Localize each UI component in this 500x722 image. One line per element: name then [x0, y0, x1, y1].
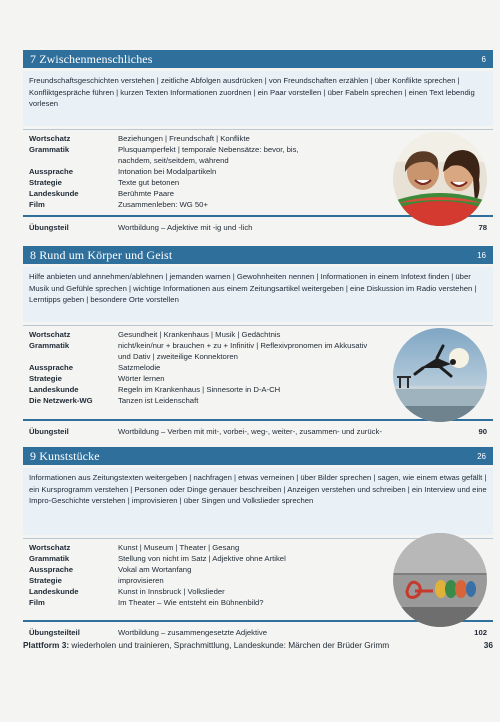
- plattform-text: wiederholen und trainieren, Sprachmittlung, Landeskunde: Märchen der Brüder Grimm: [69, 640, 390, 650]
- detail-value: Stellung von nicht im Satz | Adjektive ohne Artikel: [118, 554, 286, 563]
- detail-label: Die Netzwerk-WG: [29, 396, 93, 405]
- chapter-goals: Freundschaftsgeschichten verstehen | zeitliche Abfolgen ausdrücken | von Freundschaften erzählen | über Konflikte sprechen | Konfliktgespräche führen | kurzen Texten Informationen zuordnen | ein Paar vorstellen | über Fabeln sprechen | einen Text lebendig vorlesen: [23, 71, 493, 126]
- detail-label: Grammatik: [29, 554, 70, 563]
- chapter-header: [23, 447, 493, 465]
- detail-label: Aussprache: [29, 565, 74, 574]
- detail-label: Grammatik: [29, 341, 70, 350]
- detail-value: Kunst in Innsbruck | Volkslieder: [118, 587, 225, 596]
- chapter-header: [23, 246, 493, 264]
- chapter-page-number: 16: [477, 250, 486, 260]
- detail-value: Plusquamperfekt | temporale Nebensätze: bevor, bis, nachdem, seit/seitdem, während: [118, 145, 299, 165]
- detail-value: Satzmelodie: [118, 363, 161, 372]
- detail-value: Tanzen ist Leidenschaft: [118, 396, 199, 405]
- detail-value: Regeln im Krankenhaus | Sinnesorte in D-A-CH: [118, 385, 281, 394]
- chapter-details: [23, 129, 493, 215]
- chapter-details: [23, 538, 493, 620]
- ubungsteil-topic: Wortbildung – Adjektive mit -ig und -lich: [118, 222, 253, 232]
- chapter-details: [23, 325, 493, 419]
- plattform-description: [23, 640, 389, 650]
- detail-label: Strategie: [29, 178, 62, 187]
- ubungsteil-topic: Wortbildung – zusammengesetzte Adjektive: [118, 627, 267, 637]
- detail-label: Wortschatz: [29, 330, 71, 339]
- detail-value: Kunst | Museum | Theater | Gesang: [118, 543, 240, 552]
- ubungsteil-page: 102: [474, 627, 487, 637]
- chapter-goals: Hilfe anbieten und annehmen/ablehnen | jemanden warnen | Gewohnheiten nennen | Informationen in einem Infotext finden | über Musik und Gefühle sprechen | wichtige Informationen aus einem Zeitungsartikel weitergeben | eine Diskussion im Radio verstehen | Lerntipps geben | besondere Orte vorstellen: [23, 267, 493, 322]
- chapter-page-number: 26: [477, 451, 486, 461]
- ubungsteil-label: Übungsteil: [29, 222, 69, 232]
- detail-label: Grammatik: [29, 145, 70, 154]
- detail-label: Strategie: [29, 576, 62, 585]
- chapter-goals: Informationen aus Zeitungstexten weitergeben | nachfragen | etwas verneinen | über Bilder sprechen | sagen, wie einem etwas gefällt | ein Kursprogramm verstehen | Personen oder Dinge genauer beschreiben | Anzeigen verstehen und schreiben | ein Interview und eine Impro-Geschichte verstehen | improvisieren | über Singen und Volkslieder sprechen: [23, 468, 493, 535]
- ubungsteil-label: Übungsteil: [29, 426, 69, 436]
- detail-value: Zusammenleben: WG 50+: [118, 200, 208, 209]
- detail-label: Aussprache: [29, 167, 74, 176]
- detail-value: improvisieren: [118, 576, 164, 585]
- detail-value: Beziehungen | Freundschaft | Konflikte: [118, 134, 250, 143]
- chapter-header: [23, 50, 493, 68]
- detail-label: Wortschatz: [29, 134, 71, 143]
- chapter-7: [23, 50, 493, 237]
- friends-photo: [393, 132, 487, 226]
- plattform-label: Plattform 3:: [23, 640, 70, 650]
- ubungsteil-label: Übungsteilteil: [29, 627, 80, 637]
- detail-value: Berühmte Paare: [118, 189, 174, 198]
- detail-label: Film: [29, 200, 45, 209]
- plattform-row: [23, 640, 493, 650]
- detail-value: Intonation bei Modalpartikeln: [118, 167, 217, 176]
- street-art-photo: [393, 533, 487, 627]
- detail-label: Landeskunde: [29, 189, 79, 198]
- detail-label: Wortschatz: [29, 543, 71, 552]
- detail-value: Texte gut betonen: [118, 178, 180, 187]
- chapter-title: 8 Rund um Körper und Geist: [30, 247, 173, 262]
- chapter-9: [23, 447, 493, 642]
- ubungsteil-row: [23, 419, 493, 441]
- beach-jump-photo: [393, 328, 487, 422]
- chapter-page-number: 6: [481, 54, 486, 64]
- chapter-title: 9 Kunststücke: [30, 448, 100, 463]
- detail-label: Aussprache: [29, 363, 74, 372]
- ubungsteil-topic: Wortbildung – Verben mit mit-, vorbei-, weg-, weiter-, zusammen- und zurück-: [118, 426, 382, 436]
- detail-value: Vokal am Wortanfang: [118, 565, 192, 574]
- detail-label: Strategie: [29, 374, 62, 383]
- detail-value: nicht/kein/nur + brauchen + zu + Infinitiv | Reflexivpronomen im Akkusativ und Dativ | zweiteilige Konnektoren: [118, 341, 368, 361]
- ubungsteil-page: 78: [478, 222, 487, 232]
- detail-value: Im Theater – Wie entsteht ein Bühnenbild?: [118, 598, 264, 607]
- chapter-8: [23, 246, 493, 441]
- plattform-page: 36: [483, 640, 493, 650]
- detail-value: Gesundheit | Krankenhaus | Musik | Gedächtnis: [118, 330, 281, 339]
- detail-label: Film: [29, 598, 45, 607]
- detail-value: Wörter lernen: [118, 374, 165, 383]
- detail-label: Landeskunde: [29, 385, 79, 394]
- detail-label: Landeskunde: [29, 587, 79, 596]
- chapter-title: 7 Zwischenmenschliches: [30, 51, 153, 66]
- ubungsteil-page: 90: [478, 426, 487, 436]
